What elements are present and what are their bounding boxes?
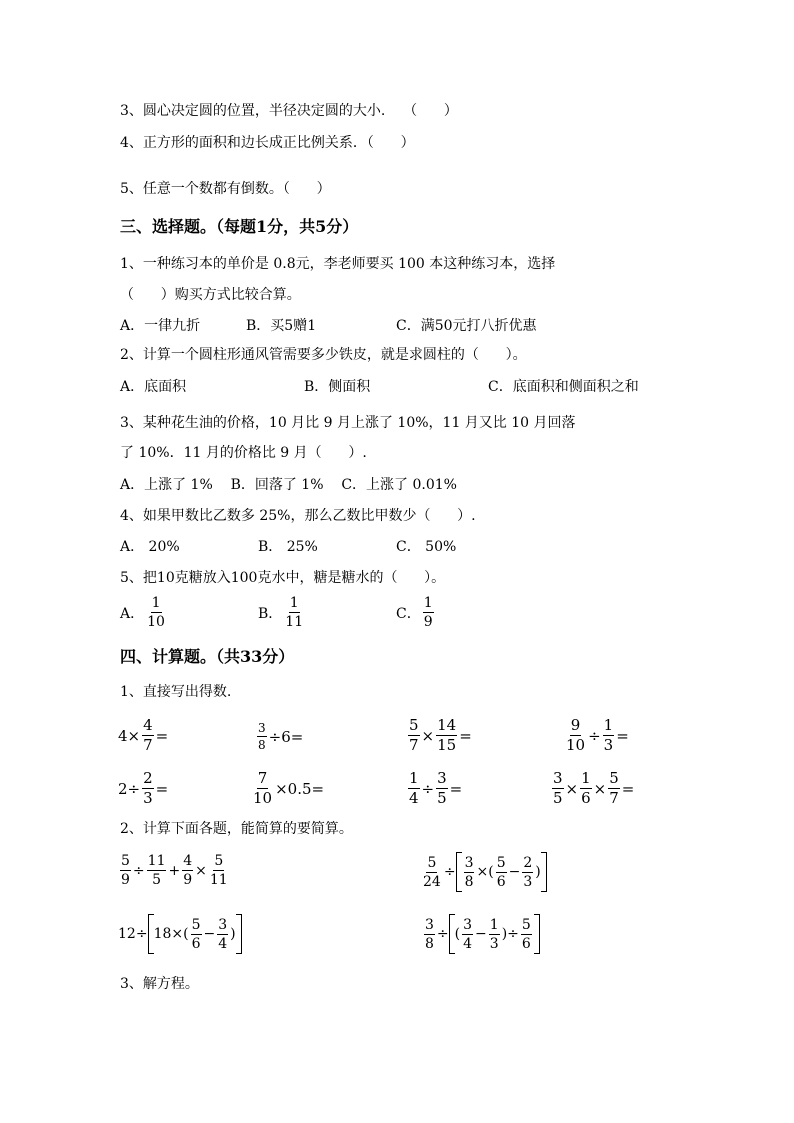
choice-q5: 5、把10克糖放入100克水中，糖是糖水的（ ）。 [120,570,446,586]
choice-q4-option-a: A． 20% [120,539,180,555]
expr-8: $\frac{3}{5}$ × $\frac{1}{6}$ × $\frac{5}{7}$ = [553,769,635,807]
right-bracket [534,914,540,954]
choice-q3-line2: 了 10%．11 月的价格比 9 月（ ）. [120,445,367,461]
choice-q1-option-c: C．满50元打八折优惠 [396,318,537,334]
section4-heading: 四、计算题。（共33分） [120,647,295,666]
expr-4: $\frac{9}{10}$ ÷ $\frac{1}{3}$ = [566,716,629,754]
section3-heading: 三、选择题。（每题1分，共5分） [120,217,359,236]
choice-q1-option-a: A．一律九折 [120,318,201,334]
judge-q3: 3、圆心决定圆的位置，半径决定圆的大小. （ ） [120,103,458,119]
judge-q4: 4、正方形的面积和边长成正比例关系．（ ） [120,135,415,151]
expr-6: $\frac{7}{10}$ ×0.5= [253,769,325,807]
choice-q5-option-c: C． 1 9 [396,595,433,630]
choice-q2-option-a: A．底面积 [120,379,187,395]
choice-q4-option-c: C． 50% [396,539,457,555]
choice-q3-line1: 3、某种花生油的价格，10 月比 9 月上涨了 10%，11 月又比 10 月回落 [120,415,576,431]
choice-q2-option-b: B．侧面积 [304,379,371,395]
choice-q4: 4、如果甲数比乙数多 25%，那么乙数比甲数少（ ）. [120,508,476,524]
expr-11: 12 ÷ 18 × ( 5 6 − $\frac{3}{4}$ ) [118,914,242,954]
expr-1: 4 × $\frac{4}{7}$ = [118,716,169,754]
choice-q2: 2、计算一个圆柱形通风管需要多少铁皮，就是求圆柱的（ ）。 [120,347,527,363]
choice-q1-line1: 1、一种练习本的单价是 0.8元，李老师要买 100 本这种练习本，选择 [120,256,556,272]
expr-10: $\frac{5}{24}$ ÷ $\frac{3}{8}$ × ( 5 6 − $\frac{2}{3}$ ) [420,852,547,892]
judge-q5: 5、任意一个数都有倒数。（ ） [120,181,331,197]
choice-q5-option-a: A． 1 10 [120,595,165,630]
expr-12: $\frac{3}{8}$ ÷ ( 3 4 − $\frac{1}{3}$ ) ÷ $\frac{5}{6}$ [422,914,540,954]
calc-sub1: 1、直接写出得数. [120,684,232,700]
choice-q1-option-b: B．买5赠1 [246,318,317,334]
expr-2: $\frac{3}{8}$ ÷6= [258,721,304,752]
choice-q4-option-b: B． 25% [258,539,318,555]
choice-q2-option-c: C．底面积和侧面积之和 [488,379,639,395]
choice-q1-line2: （ ）购买方式比较合算。 [120,287,301,303]
right-bracket [541,852,547,892]
calc-sub3: 3、解方程。 [120,976,199,992]
expr-3: $\frac{5}{7}$ × $\frac{14}{15}$ = [409,716,472,754]
right-bracket [236,914,242,954]
expr-7: $\frac{1}{4}$ ÷ $\frac{3}{5}$ = [409,769,463,807]
choice-q3-options: A．上涨了 1% B．回落了 1% C．上涨了 0.01% [120,477,457,493]
expr-9: $\frac{5}{9}$ ÷ $\frac{11}{5}$ + $\frac{4}{9}$ × $\frac{5}{11}$ [121,853,228,888]
choice-q5-option-b: B． 1 11 [258,595,304,630]
expr-5: 2 ÷ $\frac{2}{3}$ = [118,769,169,807]
calc-sub2: 2、计算下面各题，能简算的要简算。 [120,821,353,837]
left-bracket [456,852,462,892]
